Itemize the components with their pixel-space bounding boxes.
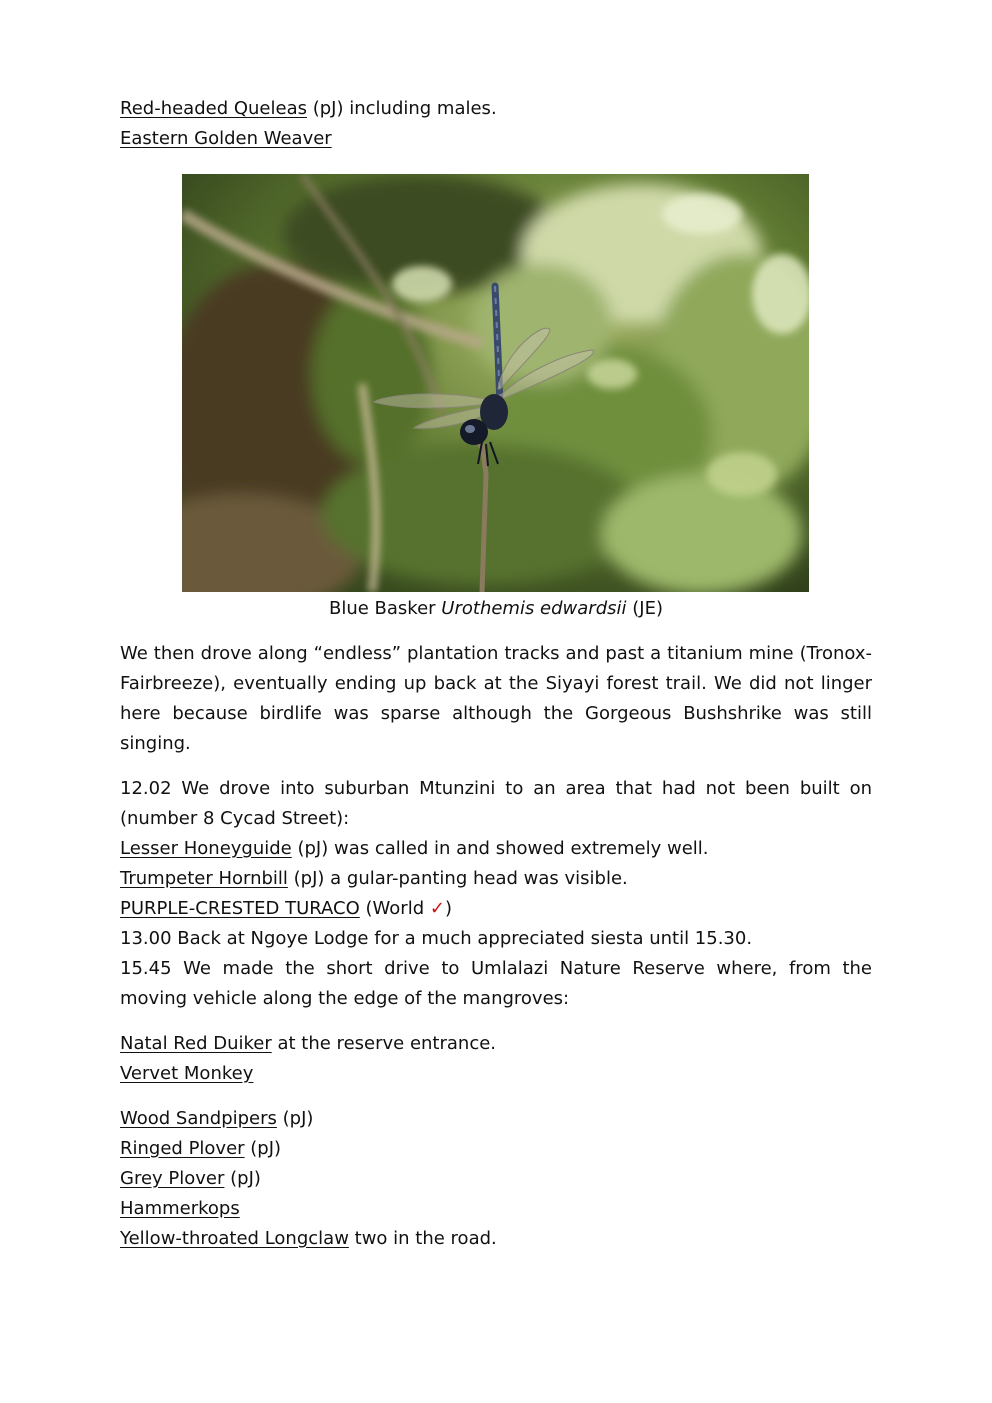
species-name: Trumpeter Hornbill bbox=[120, 868, 288, 889]
species-name: Yellow-throated Longclaw bbox=[120, 1228, 349, 1249]
paragraph-siesta: 13.00 Back at Ngoye Lodge for a much appreciated siesta until 15.30. bbox=[120, 928, 753, 949]
dragonfly-photo bbox=[182, 174, 809, 592]
photo-image bbox=[182, 174, 809, 592]
list-item: Yellow-throated Longclaw two in the road. bbox=[120, 1228, 497, 1249]
list-item: PURPLE-CRESTED TURACO (World ✓) bbox=[120, 898, 452, 919]
list-item: Grey Plover (pJ) bbox=[120, 1168, 261, 1189]
species-name: Lesser Honeyguide bbox=[120, 838, 292, 859]
species-name: PURPLE-CRESTED TURACO bbox=[120, 898, 360, 919]
species-name: Natal Red Duiker bbox=[120, 1033, 272, 1054]
photo-caption: Blue Basker Urothemis edwardsii (JE) bbox=[329, 598, 663, 619]
list-item: Wood Sandpipers (pJ) bbox=[120, 1108, 314, 1129]
species-name: Vervet Monkey bbox=[120, 1063, 254, 1084]
list-item bbox=[120, 1194, 872, 1224]
list-item: Ringed Plover (pJ) bbox=[120, 1138, 282, 1159]
species-name: Hammerkops bbox=[120, 1198, 240, 1219]
list-item: Red-headed Queleas (pJ) including males. bbox=[120, 98, 497, 119]
species-name: Grey Plover bbox=[120, 1168, 225, 1189]
document-page bbox=[120, 94, 872, 1254]
list-item: Natal Red Duiker at the reserve entrance. bbox=[120, 1033, 497, 1054]
species-name: Red-headed Queleas bbox=[120, 98, 307, 119]
species-name: Eastern Golden Weaver bbox=[120, 128, 332, 149]
list-item bbox=[120, 1059, 872, 1089]
checkmark-icon: ✓ bbox=[429, 898, 445, 919]
paragraph-plantation: We then drove along “endless” plantation tracks and past a titanium mine (Tronox-Fairbreeze), eventually ending up back at the Siyayi forest trail. We did not linger here because birdlife was sparse although the Gorgeous Bushshrike was still singing. bbox=[120, 643, 872, 754]
list-item: Lesser Honeyguide (pJ) was called in and showed extremely well. bbox=[120, 838, 709, 859]
species-name: Wood Sandpipers bbox=[120, 1108, 277, 1129]
paragraph-umlalazi: 15.45 We made the short drive to Umlalazi Nature Reserve where, from the moving vehicle along the edge of the mangroves: bbox=[120, 958, 872, 1009]
latin-name: Urothemis edwardsii bbox=[441, 598, 627, 619]
species-name: Ringed Plover bbox=[120, 1138, 245, 1159]
list-item bbox=[120, 124, 872, 154]
mtunzini-section bbox=[120, 774, 872, 924]
bird-list bbox=[120, 1104, 872, 1254]
mammal-list bbox=[120, 1029, 872, 1089]
paragraph-mtunzini: 12.02 We drove into suburban Mtunzini to an area that had not been built on (number 8 Cycad Street): bbox=[120, 778, 872, 829]
list-item: Trumpeter Hornbill (pJ) a gular-panting head was visible. bbox=[120, 868, 628, 889]
species-list-top bbox=[120, 94, 872, 154]
